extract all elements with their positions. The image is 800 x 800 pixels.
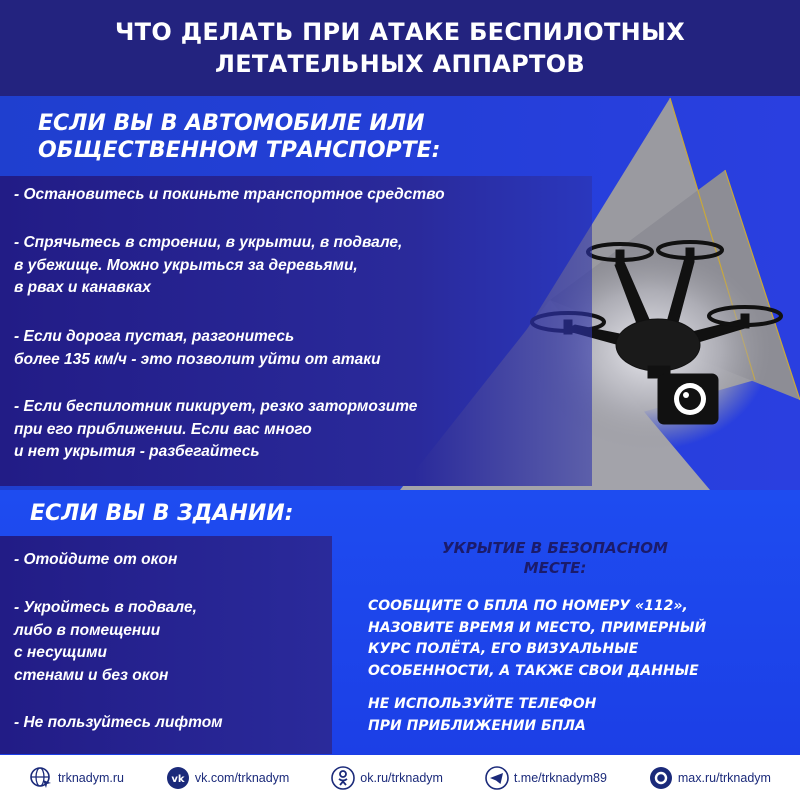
website-link[interactable]: [29, 766, 124, 790]
link-text: trknadym.ru: [57, 770, 124, 785]
page-header: [0, 0, 800, 96]
title-line: ЛЕТАТЕЛЬНЫХ АППАРТОВ: [214, 50, 586, 78]
list-item: - Если дорога пустая, разгонитесь более 135 км/ч - это позволит уйти от атаки: [14, 328, 381, 368]
report-line: НАЗОВИТЕ ВРЕМЯ И МЕСТО, ПРИМЕРНЫЙ: [368, 619, 707, 636]
vk-icon: [166, 766, 190, 790]
building-section-title: ЕСЛИ ВЫ В ЗДАНИИ:: [30, 501, 294, 526]
title-line: УКРЫТИЕ В БЕЗОПАСНОМ: [442, 539, 668, 557]
list-item: - Отойдите от окон: [14, 551, 178, 568]
footer-links: [0, 755, 800, 800]
svg-text:vk: vk: [171, 773, 185, 785]
report-instructions: [368, 596, 788, 682]
ok-link[interactable]: [331, 766, 443, 790]
max-icon: [649, 766, 673, 790]
link-text: ok.ru/trknadym: [360, 770, 443, 785]
shelter-title: [400, 538, 710, 578]
list-item: - Остановитесь и покиньте транспортное средство: [14, 186, 445, 203]
car-section-title: [38, 110, 440, 164]
list-item: - Не пользуйтесь лифтом: [14, 714, 223, 731]
phone-warning: [368, 694, 788, 737]
telegram-link[interactable]: [485, 766, 607, 790]
report-line: КУРС ПОЛЁТА, ЕГО ВИЗУАЛЬНЫЕ: [368, 641, 639, 657]
report-line: ОСОБЕННОСТИ, А ТАКЖЕ СВОИ ДАННЫЕ: [368, 662, 699, 679]
globe-cursor-icon: [29, 766, 53, 790]
page-title: [40, 16, 760, 80]
vk-link[interactable]: [166, 766, 289, 790]
telegram-icon: [485, 766, 509, 790]
ok-icon: [331, 766, 355, 790]
list-item: - Спрячьтесь в строении, в укрытии, в подвале, в убежище. Можно укрыться за деревьями, в рвах и канавках: [14, 234, 403, 296]
link-text: t.me/trknadym89: [513, 770, 607, 785]
title-line: ЕСЛИ ВЫ В АВТОМОБИЛЕ ИЛИ: [38, 111, 425, 136]
max-link[interactable]: [649, 766, 771, 790]
list-item: - Если беспилотник пикирует, резко затормозите при его приближении. Если вас много и нет укрытия - разбегайтесь: [14, 398, 418, 460]
phone-line: НЕ ИСПОЛЬЗУЙТЕ ТЕЛЕФОН: [368, 696, 597, 712]
title-line: ЧТО ДЕЛАТЬ ПРИ АТАКЕ БЕСПИЛОТНЫХ: [114, 18, 686, 46]
title-line: МЕСТЕ:: [523, 559, 587, 577]
list-item: - Укройтесь в подвале, либо в помещении с несущими стенами и без окон: [14, 599, 197, 684]
report-line: СООБЩИТЕ О БПЛА ПО НОМЕРУ «112»,: [368, 598, 688, 614]
link-text: vk.com/trknadym: [194, 770, 290, 785]
title-line: ОБЩЕСТВЕННОМ ТРАНСПОРТЕ:: [38, 138, 441, 163]
link-text: max.ru/trknadym: [677, 770, 771, 785]
phone-line: ПРИ ПРИБЛИЖЕНИИ БПЛА: [368, 717, 586, 734]
